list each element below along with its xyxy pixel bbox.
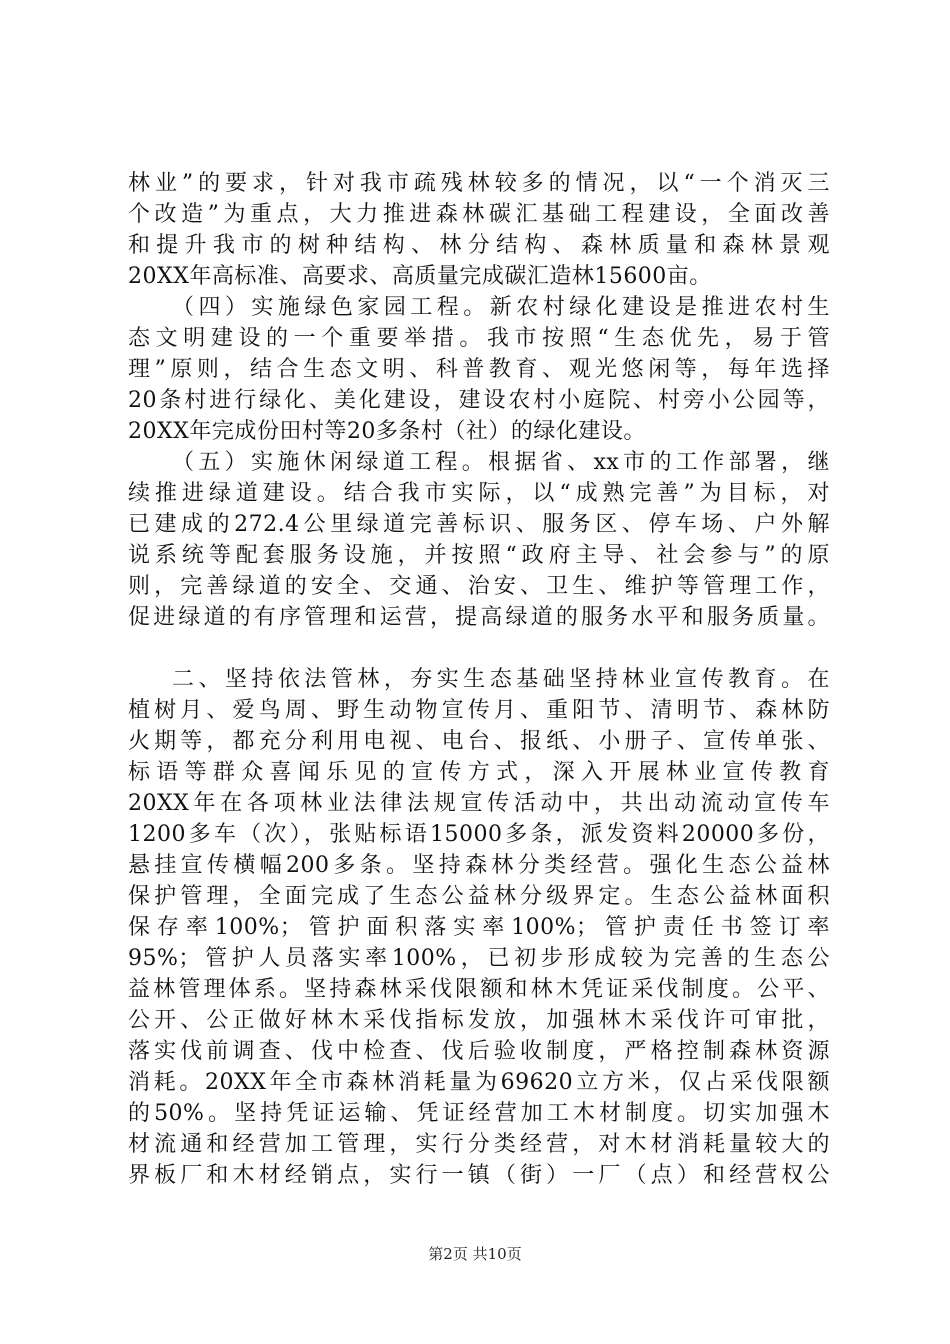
text-line: 消耗。20XX年全市森林消耗量为69620立方米，仅占采伐限额 [128,1070,830,1095]
page-number-label: 第2页 共10页 [428,1245,522,1263]
paragraph-carbon-sink [128,168,830,292]
text-line: 植树月、爱鸟周、野生动物宣传月、重阳节、清明节、森林防 [128,698,830,723]
page-footer [0,1243,950,1264]
text-line: 标语等群众喜闻乐见的宣传方式，深入开展林业宣传教育 [128,760,830,785]
paragraph-greenway [128,447,830,633]
text-line: 火期等，都充分利用电视、电台、报纸、小册子、宣传单张、 [128,729,830,754]
text-line: （五）实施休闲绿道工程。根据省、xx市的工作部署，继 [172,450,830,475]
paragraph-green-home [128,292,830,447]
text-line: 保存率100%；管护面积落实率100%；管护责任书签订率 [128,915,830,940]
text-line: 落实伐前调查、伐中检查、伐后验收制度，严格控制森林资源 [128,1039,830,1064]
text-line: 则，完善绿道的安全、交通、治安、卫生、维护等管理工作， [128,574,830,599]
text-line: 理”原则，结合生态文明、科普教育、观光悠闲等，每年选择 [128,357,830,382]
text-line: 1200多车（次），张贴标语15000多条，派发资料20000多份， [128,822,830,847]
text-line: 促进绿道的有序管理和运营，提高绿道的服务水平和服务质量。 [128,605,830,630]
text-line: 已建成的272.4公里绿道完善标识、服务区、停车场、户外解 [128,512,830,537]
text-line: 20条村进行绿化、美化建设，建设农村小庭院、村旁小公园等， [128,388,830,413]
text-line: 续推进绿道建设。结合我市实际，以“成熟完善”为目标，对 [128,481,830,506]
paragraph-spacer [128,633,830,664]
paragraph-forest-law [128,664,830,1191]
text-line: 保护管理，全面完成了生态公益林分级界定。生态公益林面积 [128,884,830,909]
text-line: 20XX年完成份田村等20多条村（社）的绿化建设。 [128,419,646,444]
text-line: 界板厂和木材经销点，实行一镇（街）一厂（点）和经营权公 [128,1163,830,1188]
text-line: 悬挂宣传横幅200多条。坚持森林分类经营。强化生态公益林 [128,853,830,878]
text-line: 和提升我市的树种结构、林分结构、森林质量和森林景观 [128,233,830,258]
text-line: 95%；管护人员落实率100%，已初步形成较为完善的生态公 [128,946,830,971]
text-line: （四）实施绿色家园工程。新农村绿化建设是推进农村生 [172,295,830,320]
text-line: 20XX年在各项林业法律法规宣传活动中，共出动流动宣传车 [128,791,830,816]
text-line: 公开、公正做好林木采伐指标发放，加强林木采伐许可审批， [128,1008,830,1033]
text-line: 林业”的要求，针对我市疏残林较多的情况，以“一个消灭三 [128,171,830,196]
document-body [128,168,830,1191]
text-line: 二、坚持依法管林，夯实生态基础坚持林业宣传教育。在 [172,667,830,692]
text-line: 的50%。坚持凭证运输、凭证经营加工木材制度。切实加强木 [128,1101,830,1126]
text-line: 材流通和经营加工管理，实行分类经营，对木材消耗量较大的 [128,1132,830,1157]
text-line: 益林管理体系。坚持森林采伐限额和林木凭证采伐制度。公平、 [128,977,830,1002]
text-line: 个改造”为重点，大力推进森林碳汇基础工程建设，全面改善 [128,202,830,227]
text-line: 说系统等配套服务设施，并按照“政府主导、社会参与”的原 [128,543,830,568]
text-line: 20XX年高标准、高要求、高质量完成碳汇造林15600亩。 [128,264,712,289]
text-line: 态文明建设的一个重要举措。我市按照“生态优先，易于管 [128,326,830,351]
